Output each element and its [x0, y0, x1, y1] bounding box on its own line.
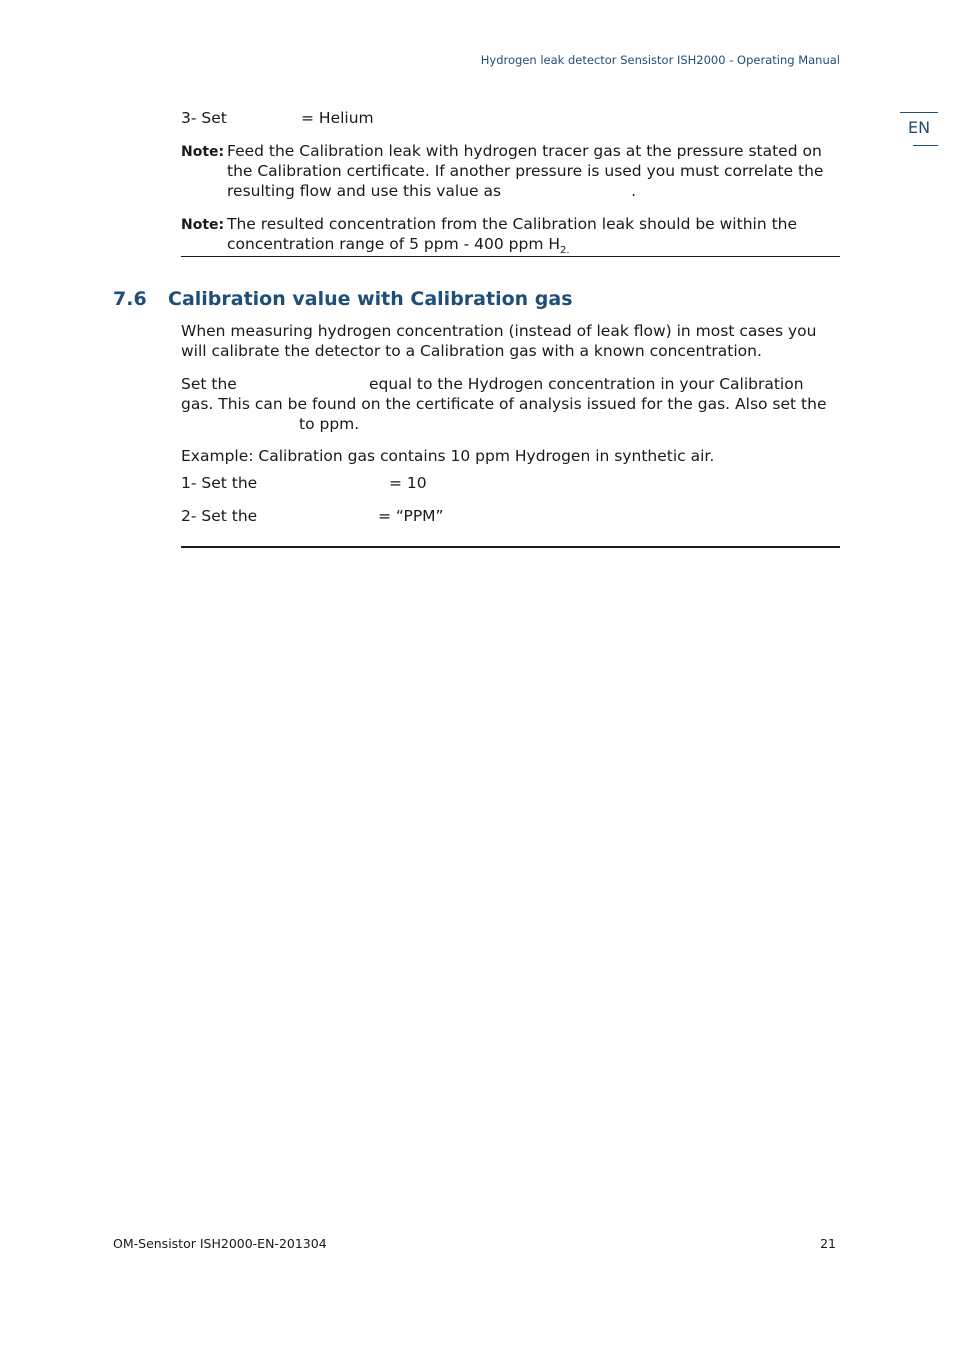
paragraph-2-line-2: gas. This can be found on the certificate of analysis issued for the gas. Also set the: [181, 395, 827, 413]
note-2-subscript: 2.: [560, 245, 570, 257]
footer-page-number: 21: [820, 1236, 836, 1251]
note-2-label: Note:: [181, 217, 225, 233]
running-header: [360, 53, 840, 67]
header-subtitle: Operating Manual: [737, 53, 840, 67]
section-number: 7.6: [113, 288, 147, 310]
paragraph-2-line-3: to ppm.: [299, 415, 360, 433]
paragraph-2-line-1-start: Set the: [181, 375, 237, 393]
step-3-value: = Helium: [301, 109, 374, 127]
note-1-label: Note:: [181, 144, 225, 160]
footer-document-id: OM-Sensistor ISH2000-EN-201304: [113, 1236, 327, 1251]
section-paragraph-1: When measuring hydrogen concentration (instead of leak flow) in most cases you will calibrate the detector to a Calibration gas with a known concentration.: [181, 322, 817, 360]
header-separator: -: [725, 53, 738, 67]
step-2-prefix: 2- Set the: [181, 507, 258, 525]
step-1-value: = 10: [389, 474, 427, 492]
section-divider-bottom: [181, 546, 840, 548]
language-tab-rule-bottom: [913, 145, 938, 146]
paragraph-2-line-1-end: equal to the Hydrogen concentration in your Calibration: [369, 375, 804, 393]
note-2-text-main: The resulted concentration from the Calibration leak should be within the concentration range of 5 ppm - 400 ppm H: [227, 215, 798, 253]
step-3-prefix: 3- Set: [181, 109, 227, 127]
step-1-prefix: 1- Set the: [181, 474, 258, 492]
section-divider-top: [181, 256, 840, 257]
note-2-text: [227, 214, 827, 261]
note-1-text-end: .: [631, 182, 637, 200]
language-tab: EN: [907, 118, 931, 137]
note-1-text: [227, 141, 827, 201]
note-1-text-main: Feed the Calibration leak with hydrogen tracer gas at the pressure stated on the Calibration certificate. If another pressure is used you must correlate the resulting flow and use this value as: [227, 142, 824, 200]
example-text: Example: Calibration gas contains 10 ppm Hydrogen in synthetic air.: [181, 447, 715, 465]
section-title: Calibration value with Calibration gas: [168, 288, 573, 310]
step-2-value: = “PPM”: [378, 507, 444, 525]
header-title: Hydrogen leak detector Sensistor ISH2000: [480, 53, 726, 67]
language-tab-rule-top: [900, 112, 938, 113]
